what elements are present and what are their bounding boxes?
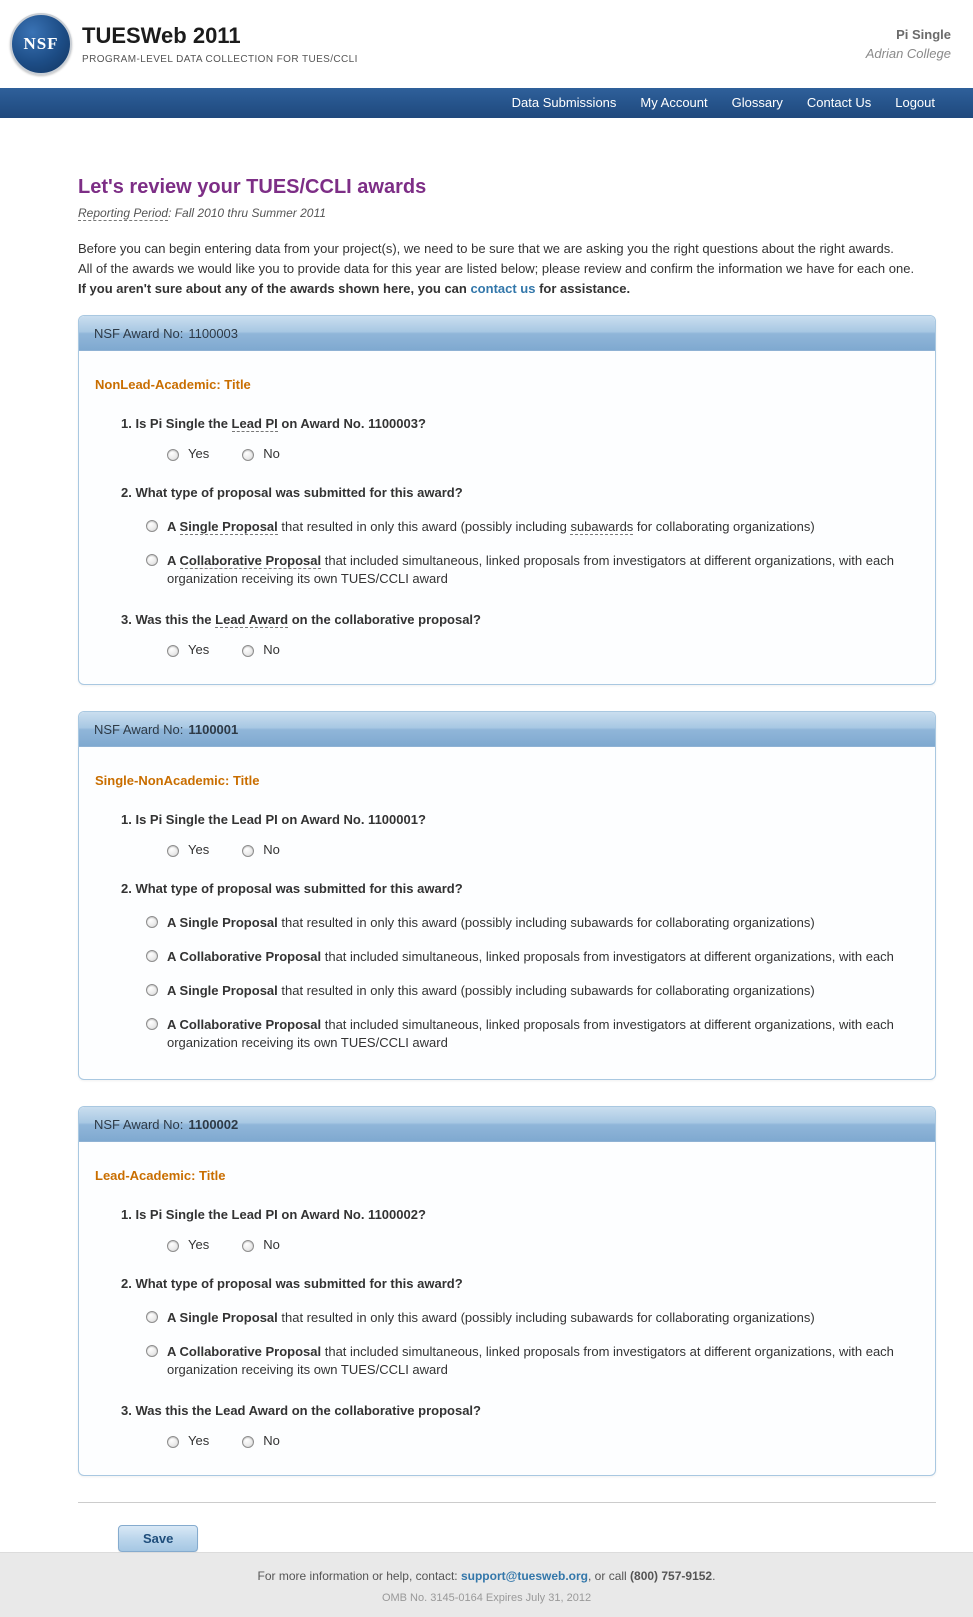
main-content [78,118,936,1552]
text-segment: A Single Proposal [167,1310,278,1325]
proposal-option-radio[interactable] [146,984,158,996]
award-panel-body [79,747,935,1079]
footer-omb-line: OMB No. 3145-0164 Expires July 31, 2012 [381,1592,592,1604]
text-segment: (800) 757-9152 [630,1569,713,1583]
app-header [0,0,973,88]
yes-radio-option[interactable] [162,1433,209,1448]
proposal-option-text [167,1309,815,1327]
award-number: 1100001 [188,722,239,737]
question-text [121,484,895,502]
nav-item-data-submissions[interactable]: Data Submissions [511,95,617,110]
text-segment: Lead Award [215,612,289,627]
user-organization: Adrian College [865,46,951,61]
proposal-option [146,1016,895,1052]
text-segment: that included simultaneous, linked proposals from investigators at different organizations, with each organization receiving its own TUES/CCLI award [167,553,894,586]
text-segment: subawards [570,519,634,534]
support-email-link[interactable]: support@tuesweb.org [460,1569,589,1583]
award-number-label: NSF Award No: [94,722,184,737]
proposal-option-text [167,518,815,536]
radio-label: No [263,446,280,461]
text-segment: 1. Is Pi Single the [121,416,232,431]
proposal-option [146,914,895,932]
text-segment: A [167,519,180,534]
award-number: 1100003 [188,326,239,341]
text-segment: , or call [588,1569,631,1583]
question-text [121,1402,895,1420]
text-segment: 2. What type of proposal was submitted for this award? [121,485,463,500]
text-segment: A Single Proposal [167,983,278,998]
awards-list [78,315,936,1476]
page-footer [0,1552,973,1617]
intro-bold-suffix: for assistance. [535,281,631,296]
contact-us-link[interactable]: contact us [470,281,536,296]
text-segment: For more information or help, contact: [257,1569,461,1583]
radio-label: Yes [188,446,210,461]
app-subtitle: PROGRAM-LEVEL DATA COLLECTION FOR TUES/CCLI [82,54,358,65]
footer-help-line [0,1569,973,1583]
award-panel-header [79,1107,935,1142]
text-segment: 3. Was this the Lead Award on the collaborative proposal? [121,1403,481,1418]
reporting-period-label: Reporting Period [78,206,169,220]
award-number-label: NSF Award No: [94,326,184,341]
yes-no-row [162,842,895,857]
user-name: Pi Single [896,27,951,42]
proposal-option-text [167,982,815,1000]
text-segment: A [167,553,180,568]
header-titles [82,23,358,65]
text-segment: . [712,1569,716,1583]
proposal-option-text [167,552,895,588]
text-segment: that resulted in only this award (possibly including subawards for collaborating organizations) [277,983,815,998]
divider [78,1502,936,1503]
text-segment: Collaborative Proposal [179,553,322,568]
app-title: TUESWeb 2011 [82,23,241,48]
yes-radio[interactable] [167,449,179,461]
radio-label: Yes [188,1237,210,1252]
question-text [121,811,895,829]
yes-radio-option[interactable] [162,642,209,657]
award-panel-1100003 [78,315,936,685]
text-segment: 1. Is Pi Single the Lead PI on Award No. 1100002? [121,1207,426,1222]
yes-no-row [162,446,895,461]
radio-label: No [263,1433,280,1448]
proposal-option-radio[interactable] [146,950,158,962]
text-segment: Lead PI [231,416,278,431]
yes-radio-option[interactable] [162,842,209,857]
yes-radio[interactable] [167,645,179,657]
text-segment: 2. What type of proposal was submitted for this award? [121,1276,463,1291]
yes-no-row [162,642,895,657]
intro-bold-prefix: If you aren't sure about any of the awards shown here, you can [78,281,471,296]
no-radio-option[interactable] [237,642,280,657]
no-radio-option[interactable] [237,446,280,461]
yes-no-row [162,1433,895,1448]
yes-radio[interactable] [167,1240,179,1252]
proposal-option-radio[interactable] [146,1345,158,1357]
proposal-option [146,948,895,966]
radio-label: Yes [188,1433,210,1448]
proposal-option-radio[interactable] [146,1311,158,1323]
radio-label: No [263,842,280,857]
no-radio[interactable] [242,449,254,461]
proposal-option-radio[interactable] [146,554,158,566]
question-text [121,880,895,898]
text-segment: on the collaborative proposal? [288,612,481,627]
nav-item-contact-us[interactable]: Contact Us [806,95,872,110]
intro-line-3 [78,279,936,298]
nav-item-logout[interactable]: Logout [895,95,935,110]
proposal-option-text [167,1016,895,1052]
question-text [121,1206,895,1224]
text-segment: that resulted in only this award (possibly including subawards for collaborating organizations) [277,915,815,930]
nsf-logo-icon: NSF [10,13,72,75]
main-nav [0,88,973,118]
text-segment: Single Proposal [179,519,278,534]
award-panel-1100001 [78,711,936,1080]
text-segment: that included simultaneous, linked proposals from investigators at different organizations, with each organization receiving its own TUES/CCLI award [167,1017,894,1050]
text-segment: A Single Proposal [167,915,278,930]
user-info [866,27,951,61]
reporting-period-value: : Fall 2010 thru Summer 2011 [168,206,326,220]
award-panel-body [79,351,935,684]
proposal-option-text [167,914,815,932]
text-segment: A Collaborative Proposal [167,1017,322,1032]
award-number-label: NSF Award No: [94,1117,184,1132]
text-segment: that included simultaneous, linked proposals from investigators at different organizations, with each organization receiving its own TUES/CCLI award [167,1344,894,1377]
award-panel-body [79,1142,935,1475]
text-segment: for collaborating organizations) [633,519,815,534]
radio-label: Yes [188,642,210,657]
proposal-option-radio[interactable] [146,916,158,928]
question-text [121,415,895,433]
text-segment: on Award No. 1100003? [277,416,426,431]
yes-radio-option[interactable] [162,446,209,461]
radio-label: No [263,642,280,657]
no-radio-option[interactable] [237,842,280,857]
no-radio-option[interactable] [237,1433,280,1448]
award-panel-header [79,712,935,747]
yes-radio-option[interactable] [162,1237,209,1252]
no-radio[interactable] [242,1240,254,1252]
proposal-option-radio[interactable] [146,1018,158,1030]
radio-label: No [263,1237,280,1252]
text-segment: that resulted in only this award (possibly including subawards for collaborating organizations) [277,1310,815,1325]
text-segment: 2. What type of proposal was submitted for this award? [121,881,463,896]
award-panel-1100002 [78,1106,936,1476]
save-button[interactable]: Save [118,1525,198,1552]
proposal-option-text [167,948,894,966]
award-subtitle: Lead-Academic: Title [95,1168,226,1183]
text-segment: that resulted in only this award (possibly including [277,519,571,534]
no-radio[interactable] [242,645,254,657]
award-panel-header [79,316,935,351]
proposal-option [146,552,895,588]
text-segment: A Collaborative Proposal [167,949,322,964]
text-segment: A Collaborative Proposal [167,1344,322,1359]
proposal-option [146,1309,895,1327]
intro-text [78,239,936,298]
intro-line-2: All of the awards we would like you to provide data for this year are listed below; please review and confirm the information we have for each one. [78,261,915,276]
question-text [121,1275,895,1293]
text-segment: 3. Was this the [121,612,216,627]
award-subtitle: NonLead-Academic: Title [95,377,251,392]
no-radio-option[interactable] [237,1237,280,1252]
no-radio[interactable] [242,845,254,857]
proposal-option-text [167,1343,895,1379]
proposal-option [146,518,895,536]
nav-item-glossary[interactable]: Glossary [731,95,783,110]
yes-radio[interactable] [167,1436,179,1448]
award-number: 1100002 [188,1117,239,1132]
nav-item-my-account[interactable]: My Account [640,95,708,110]
page-title: Let's review your TUES/CCLI awards [78,176,427,198]
award-subtitle: Single-NonAcademic: Title [95,773,260,788]
proposal-option-radio[interactable] [146,520,158,532]
text-segment: 1. Is Pi Single the Lead PI on Award No. 1100001? [121,812,426,827]
proposal-option [146,1343,895,1379]
intro-line-1: Before you can begin entering data from your project(s), we need to be sure that we are asking you the right questions about the right awards. [78,241,894,256]
yes-radio[interactable] [167,845,179,857]
text-segment: that included simultaneous, linked proposals from investigators at different organizations, with each [321,949,894,964]
proposal-option [146,982,895,1000]
radio-label: Yes [188,842,210,857]
question-text [121,611,895,629]
no-radio[interactable] [242,1436,254,1448]
yes-no-row [162,1237,895,1252]
reporting-period [78,206,936,220]
